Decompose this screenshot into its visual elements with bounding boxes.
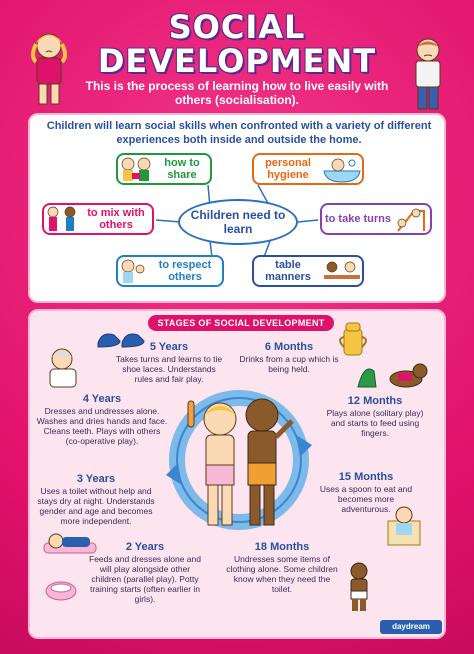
boy-illustration (408, 36, 448, 112)
bubble-to-mix-with-others-label: to mix with others (87, 207, 145, 231)
stage-12-months (320, 395, 430, 438)
children-need-to-learn-center (178, 199, 298, 245)
bubble-table-manners-label: table manners (265, 259, 311, 283)
stage-18-months-text: Undresses some items of clothing alone. Some children know when they need the toilet. (226, 554, 338, 594)
title-line-1: SOCIAL (168, 8, 306, 46)
stage-12-months-text: Plays alone (solitary play) and starts to feed using fingers. (326, 408, 424, 438)
stages-heading: STAGES OF SOCIAL DEVELOPMENT (148, 315, 334, 331)
stage-4-years-age: 4 Years (82, 393, 122, 405)
potty-icon (44, 579, 78, 603)
slide-children-icon (394, 205, 430, 233)
children-playing-icon (44, 205, 80, 233)
child-with-adult-icon (118, 257, 148, 285)
crawling-baby-dinosaur-icon (354, 357, 430, 391)
stage-3-years-text: Uses a toilet without help and stays dry at night. Understands gender and age and becomes more independent. (37, 486, 155, 526)
sleeping-baby-icon (42, 527, 98, 557)
bubble-how-to-share-label: how to share (164, 157, 200, 181)
stage-3-years-age: 3 Years (76, 473, 116, 485)
subtitle: This is the process of learning how to live easily with others (socialisation). (85, 79, 389, 107)
title-line-2: DEVELOPMENT (97, 42, 377, 80)
center-label: Children need to learn (190, 208, 286, 236)
bubble-to-respect-others (116, 255, 224, 287)
baby-in-high-chair-icon (382, 503, 426, 547)
family-at-table-icon (322, 257, 362, 285)
bubble-to-respect-others-label: to respect others (158, 259, 212, 283)
stages-panel (28, 309, 446, 639)
intro-text: Children will learn social skills when confronted with a variety of different experiences both inside and outside the home. (46, 120, 432, 146)
sharing-children-icon (118, 155, 154, 183)
daydream-logo: daydream (380, 620, 442, 634)
stage-2-years (86, 541, 204, 604)
bubble-to-take-turns (320, 203, 432, 235)
grandmother-child-icon (42, 345, 86, 389)
girl-illustration (24, 30, 74, 108)
stage-18-months (226, 541, 338, 594)
stage-15-months-age: 15 Months (338, 471, 394, 483)
stage-6-months (234, 341, 344, 374)
stage-4-years-text: Dresses and undresses alone. Washes and dries hands and face. Cleans teeth. Plays with others (co-operative play). (36, 406, 168, 446)
toddler-standing-icon (344, 561, 374, 613)
stage-18-months-age: 18 Months (254, 541, 310, 553)
two-children-illustration (186, 391, 296, 561)
stage-6-months-age: 6 Months (264, 341, 314, 353)
bubble-to-mix-with-others (42, 203, 154, 235)
bathing-child-icon (322, 155, 362, 183)
stage-2-years-text: Feeds and dresses alone and will play alongside other children (parallel play). Potty training starts (often earlier in girls). (89, 554, 201, 604)
bubble-how-to-share (116, 153, 212, 185)
stage-3-years (36, 473, 156, 526)
stage-4-years (36, 393, 168, 446)
stage-15-months-text: Uses a spoon to eat and becomes more adventurous. (319, 484, 413, 514)
stage-2-years-age: 2 Years (125, 541, 165, 553)
stage-5-years-text: Takes turns and learns to tie shoe laces. Understands rules and fair play. (115, 354, 223, 384)
sippy-cup-icon (336, 319, 370, 357)
stage-5-years-age: 5 Years (149, 341, 189, 353)
stage-12-months-age: 12 Months (347, 395, 403, 407)
bubble-to-take-turns-label: to take turns (324, 213, 391, 225)
bubble-personal-hygiene-label: personal hygiene (265, 157, 311, 181)
bubble-table-manners (252, 255, 364, 287)
children-need-to-learn-panel (28, 113, 446, 303)
shoes-icon (96, 325, 148, 351)
bubble-personal-hygiene (252, 153, 364, 185)
stage-6-months-text: Drinks from a cup which is being held. (239, 354, 339, 374)
